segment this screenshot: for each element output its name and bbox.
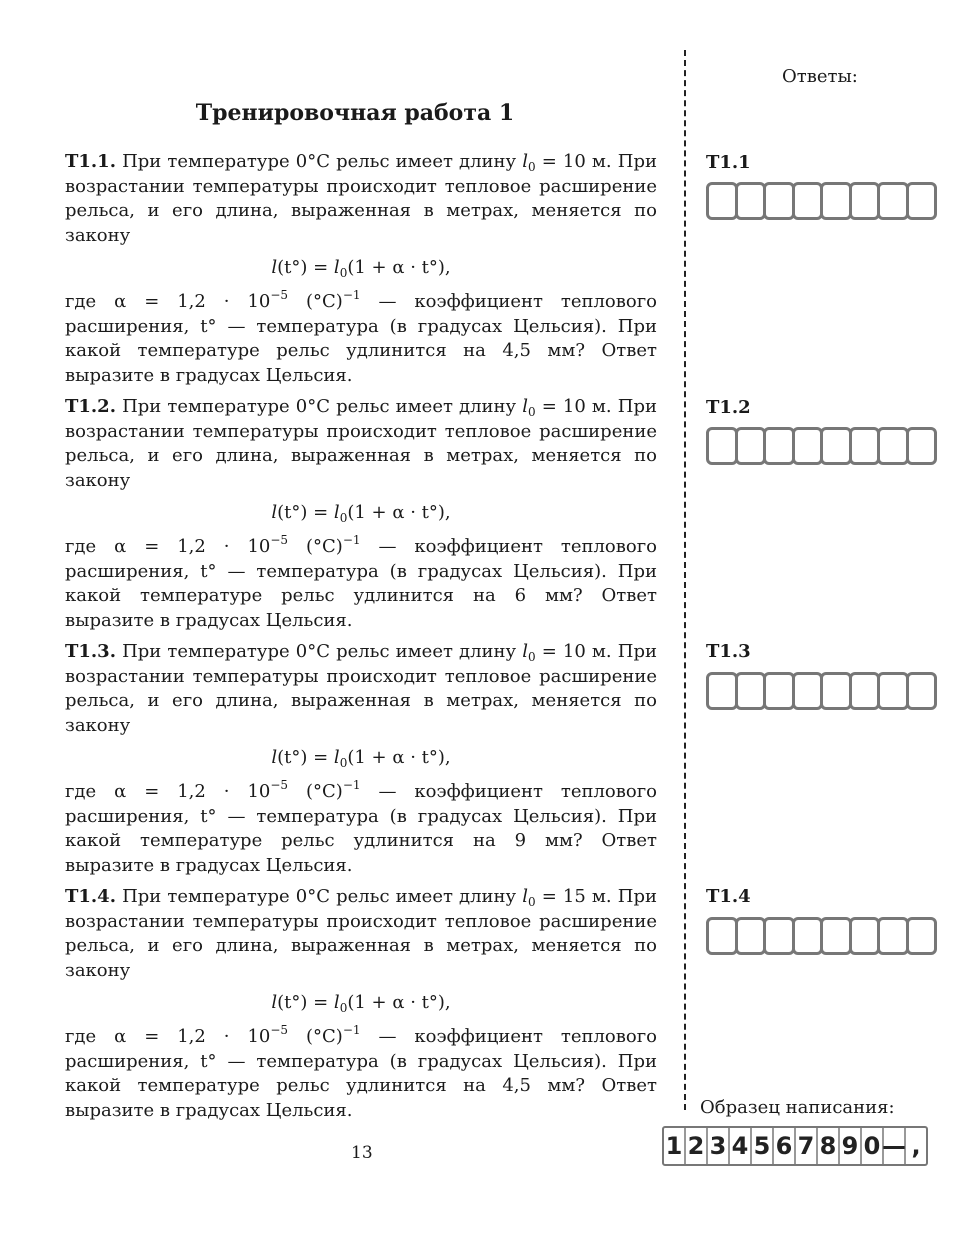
alpha-unit: (°C) [288,290,343,312]
answer-cell[interactable] [792,427,824,465]
formula-rhs: (1 + α · t°), [347,747,451,769]
answer-cell[interactable] [849,427,881,465]
task-desc: — коэффициент теплового расширения, t° — температура (в градусах Цельсия). При какой температуре рельс удлинится на 6 мм? Ответ выразите в градусах Цельсия. [65,535,657,631]
task-label: T1.2. [65,396,116,417]
task-t1-1 [65,150,657,388]
sample-char: 7 [796,1128,818,1164]
task-description [65,777,657,878]
answer-cell[interactable] [877,182,909,220]
formula-l0-sub: 0 [339,511,348,526]
page-title: Тренировочная работа 1 [195,100,515,126]
alpha-unit-exp: −1 [342,1022,361,1037]
sample-char: 0 [862,1128,884,1164]
answer-cell[interactable] [706,182,738,220]
task-description [65,287,657,388]
answer-boxes-t1-2[interactable] [706,427,934,465]
formula-l0: l [333,747,340,769]
answer-cell[interactable] [792,917,824,955]
alpha-exp: −5 [270,287,289,302]
answer-label-t1-3: T1.3 [706,641,751,662]
task-desc: — коэффициент теплового расширения, t° — температура (в градусах Цельсия). При какой температуре рельс удлинится на 4,5 мм? Ответ выразите в градусах Цельсия. [65,290,657,386]
sample-char: 1 [664,1128,686,1164]
answer-cell[interactable] [820,182,852,220]
length-value: = 15 м. [535,886,612,907]
answer-cell[interactable] [763,427,795,465]
answer-label-t1-1: T1.1 [706,152,751,173]
sample-char: 2 [686,1128,708,1164]
alpha-prefix: где α = 1,2 · 10 [65,290,271,312]
answer-boxes-t1-3[interactable] [706,672,934,710]
sample-char: 5 [752,1128,774,1164]
sample-char: 9 [840,1128,862,1164]
formula-rhs: (1 + α · t°), [347,502,451,524]
formula-l0: l [333,502,340,524]
task-intro: При температуре 0°C рельс имеет длину [115,151,523,172]
task-t1-2 [65,395,657,633]
formula [65,256,657,281]
alpha-exp: −5 [270,1022,289,1037]
alpha-prefix: где α = 1,2 · 10 [65,780,271,802]
answer-cell[interactable] [706,917,738,955]
task-desc: — коэффициент теплового расширения, t° — температура (в градусах Цельсия). При какой температуре рельс удлинится на 9 мм? Ответ выразите в градусах Цельсия. [65,780,657,876]
answer-cell[interactable] [906,672,938,710]
sample-char: — [884,1128,906,1164]
answer-cell[interactable] [763,917,795,955]
task-label: T1.3. [65,641,116,662]
answer-cell[interactable] [906,182,938,220]
formula-l0: l [333,992,340,1014]
task-description [65,1022,657,1123]
length-value: = 10 м. [535,151,612,172]
sample-digits [662,1126,928,1166]
task-intro-cont: При возрастании температуры происходит тепловое расширение рельса, и его длина, выраженная в метрах, меняется по закону [65,396,657,491]
formula-l: l [271,992,278,1014]
length-value: = 10 м. [535,641,612,662]
task-label: T1.4. [65,886,116,907]
formula [65,746,657,771]
formula-l0-sub: 0 [339,266,348,281]
sample-char: 4 [730,1128,752,1164]
formula-rhs: (1 + α · t°), [347,992,451,1014]
formula-lhs: (t°) = [277,257,334,279]
task-statement [65,885,657,983]
formula-l: l [271,747,278,769]
answer-cell[interactable] [706,672,738,710]
length-value: = 10 м. [535,396,612,417]
task-intro-cont: При возрастании температуры происходит тепловое расширение рельса, и его длина, выраженная в метрах, меняется по закону [65,151,657,246]
answer-cell[interactable] [735,672,767,710]
answer-boxes-t1-4[interactable] [706,917,934,955]
answer-cell[interactable] [877,427,909,465]
alpha-unit: (°C) [288,1025,343,1047]
sample-label: Образец написания: [700,1097,895,1118]
l0-symbol: l [522,396,528,417]
l0-symbol: l [522,641,528,662]
answer-cell[interactable] [877,917,909,955]
cut-line-divider [684,50,686,1110]
alpha-prefix: где α = 1,2 · 10 [65,1025,271,1047]
sample-char: , [911,1132,921,1160]
answer-cell[interactable] [763,672,795,710]
task-t1-3 [65,640,657,878]
task-statement [65,150,657,248]
answer-label-t1-4: T1.4 [706,886,751,907]
task-description [65,532,657,633]
answer-boxes-t1-1[interactable] [706,182,934,220]
alpha-prefix: где α = 1,2 · 10 [65,535,271,557]
l0-symbol: l [522,886,528,907]
alpha-unit: (°C) [288,780,343,802]
task-statement [65,395,657,493]
answer-label-t1-2: T1.2 [706,397,751,418]
alpha-unit: (°C) [288,535,343,557]
task-label: T1.1. [65,151,116,172]
answer-cell[interactable] [820,427,852,465]
page-number: 13 [351,1143,373,1163]
alpha-exp: −5 [270,777,289,792]
task-statement [65,640,657,738]
sample-char: 3 [708,1128,730,1164]
answer-cell[interactable] [735,182,767,220]
answer-cell[interactable] [849,182,881,220]
task-intro: При температуре 0°C рельс имеет длину [115,886,523,907]
formula-lhs: (t°) = [277,992,334,1014]
formula-lhs: (t°) = [277,502,334,524]
formula-l: l [271,257,278,279]
answer-cell[interactable] [706,427,738,465]
task-intro: При температуре 0°C рельс имеет длину [115,641,523,662]
l0-subscript: 0 [528,650,536,664]
answer-cell[interactable] [906,917,938,955]
answer-cell[interactable] [735,917,767,955]
sample-char: 6 [774,1128,796,1164]
formula-rhs: (1 + α · t°), [347,257,451,279]
l0-subscript: 0 [528,405,536,419]
task-desc: — коэффициент теплового расширения, t° — температура (в градусах Цельсия). При какой температуре рельс удлинится на 4,5 мм? Ответ выразите в градусах Цельсия. [65,1025,657,1121]
task-t1-4 [65,885,657,1123]
answer-cell[interactable] [763,182,795,220]
answer-cell[interactable] [792,672,824,710]
l0-subscript: 0 [528,895,536,909]
answer-cell[interactable] [849,917,881,955]
formula [65,991,657,1016]
answer-cell[interactable] [735,427,767,465]
formula [65,501,657,526]
formula-l0-sub: 0 [339,1001,348,1016]
task-intro-cont: При возрастании температуры происходит тепловое расширение рельса, и его длина, выраженная в метрах, меняется по закону [65,886,657,981]
answer-cell[interactable] [877,672,909,710]
formula-lhs: (t°) = [277,747,334,769]
alpha-unit-exp: −1 [342,532,361,547]
alpha-unit-exp: −1 [342,287,361,302]
answer-cell[interactable] [906,427,938,465]
task-intro-cont: При возрастании температуры происходит тепловое расширение рельса, и его длина, выраженная в метрах, меняется по закону [65,641,657,736]
alpha-unit-exp: −1 [342,777,361,792]
answer-cell[interactable] [849,672,881,710]
formula-l0: l [333,257,340,279]
answer-cell[interactable] [820,672,852,710]
task-intro: При температуре 0°C рельс имеет длину [115,396,523,417]
l0-symbol: l [522,151,528,172]
formula-l: l [271,502,278,524]
formula-l0-sub: 0 [339,756,348,771]
answer-cell[interactable] [792,182,824,220]
answer-cell[interactable] [820,917,852,955]
sample-char: 8 [818,1128,840,1164]
alpha-exp: −5 [270,532,289,547]
answers-heading: Ответы: [782,66,858,87]
l0-subscript: 0 [528,160,536,174]
